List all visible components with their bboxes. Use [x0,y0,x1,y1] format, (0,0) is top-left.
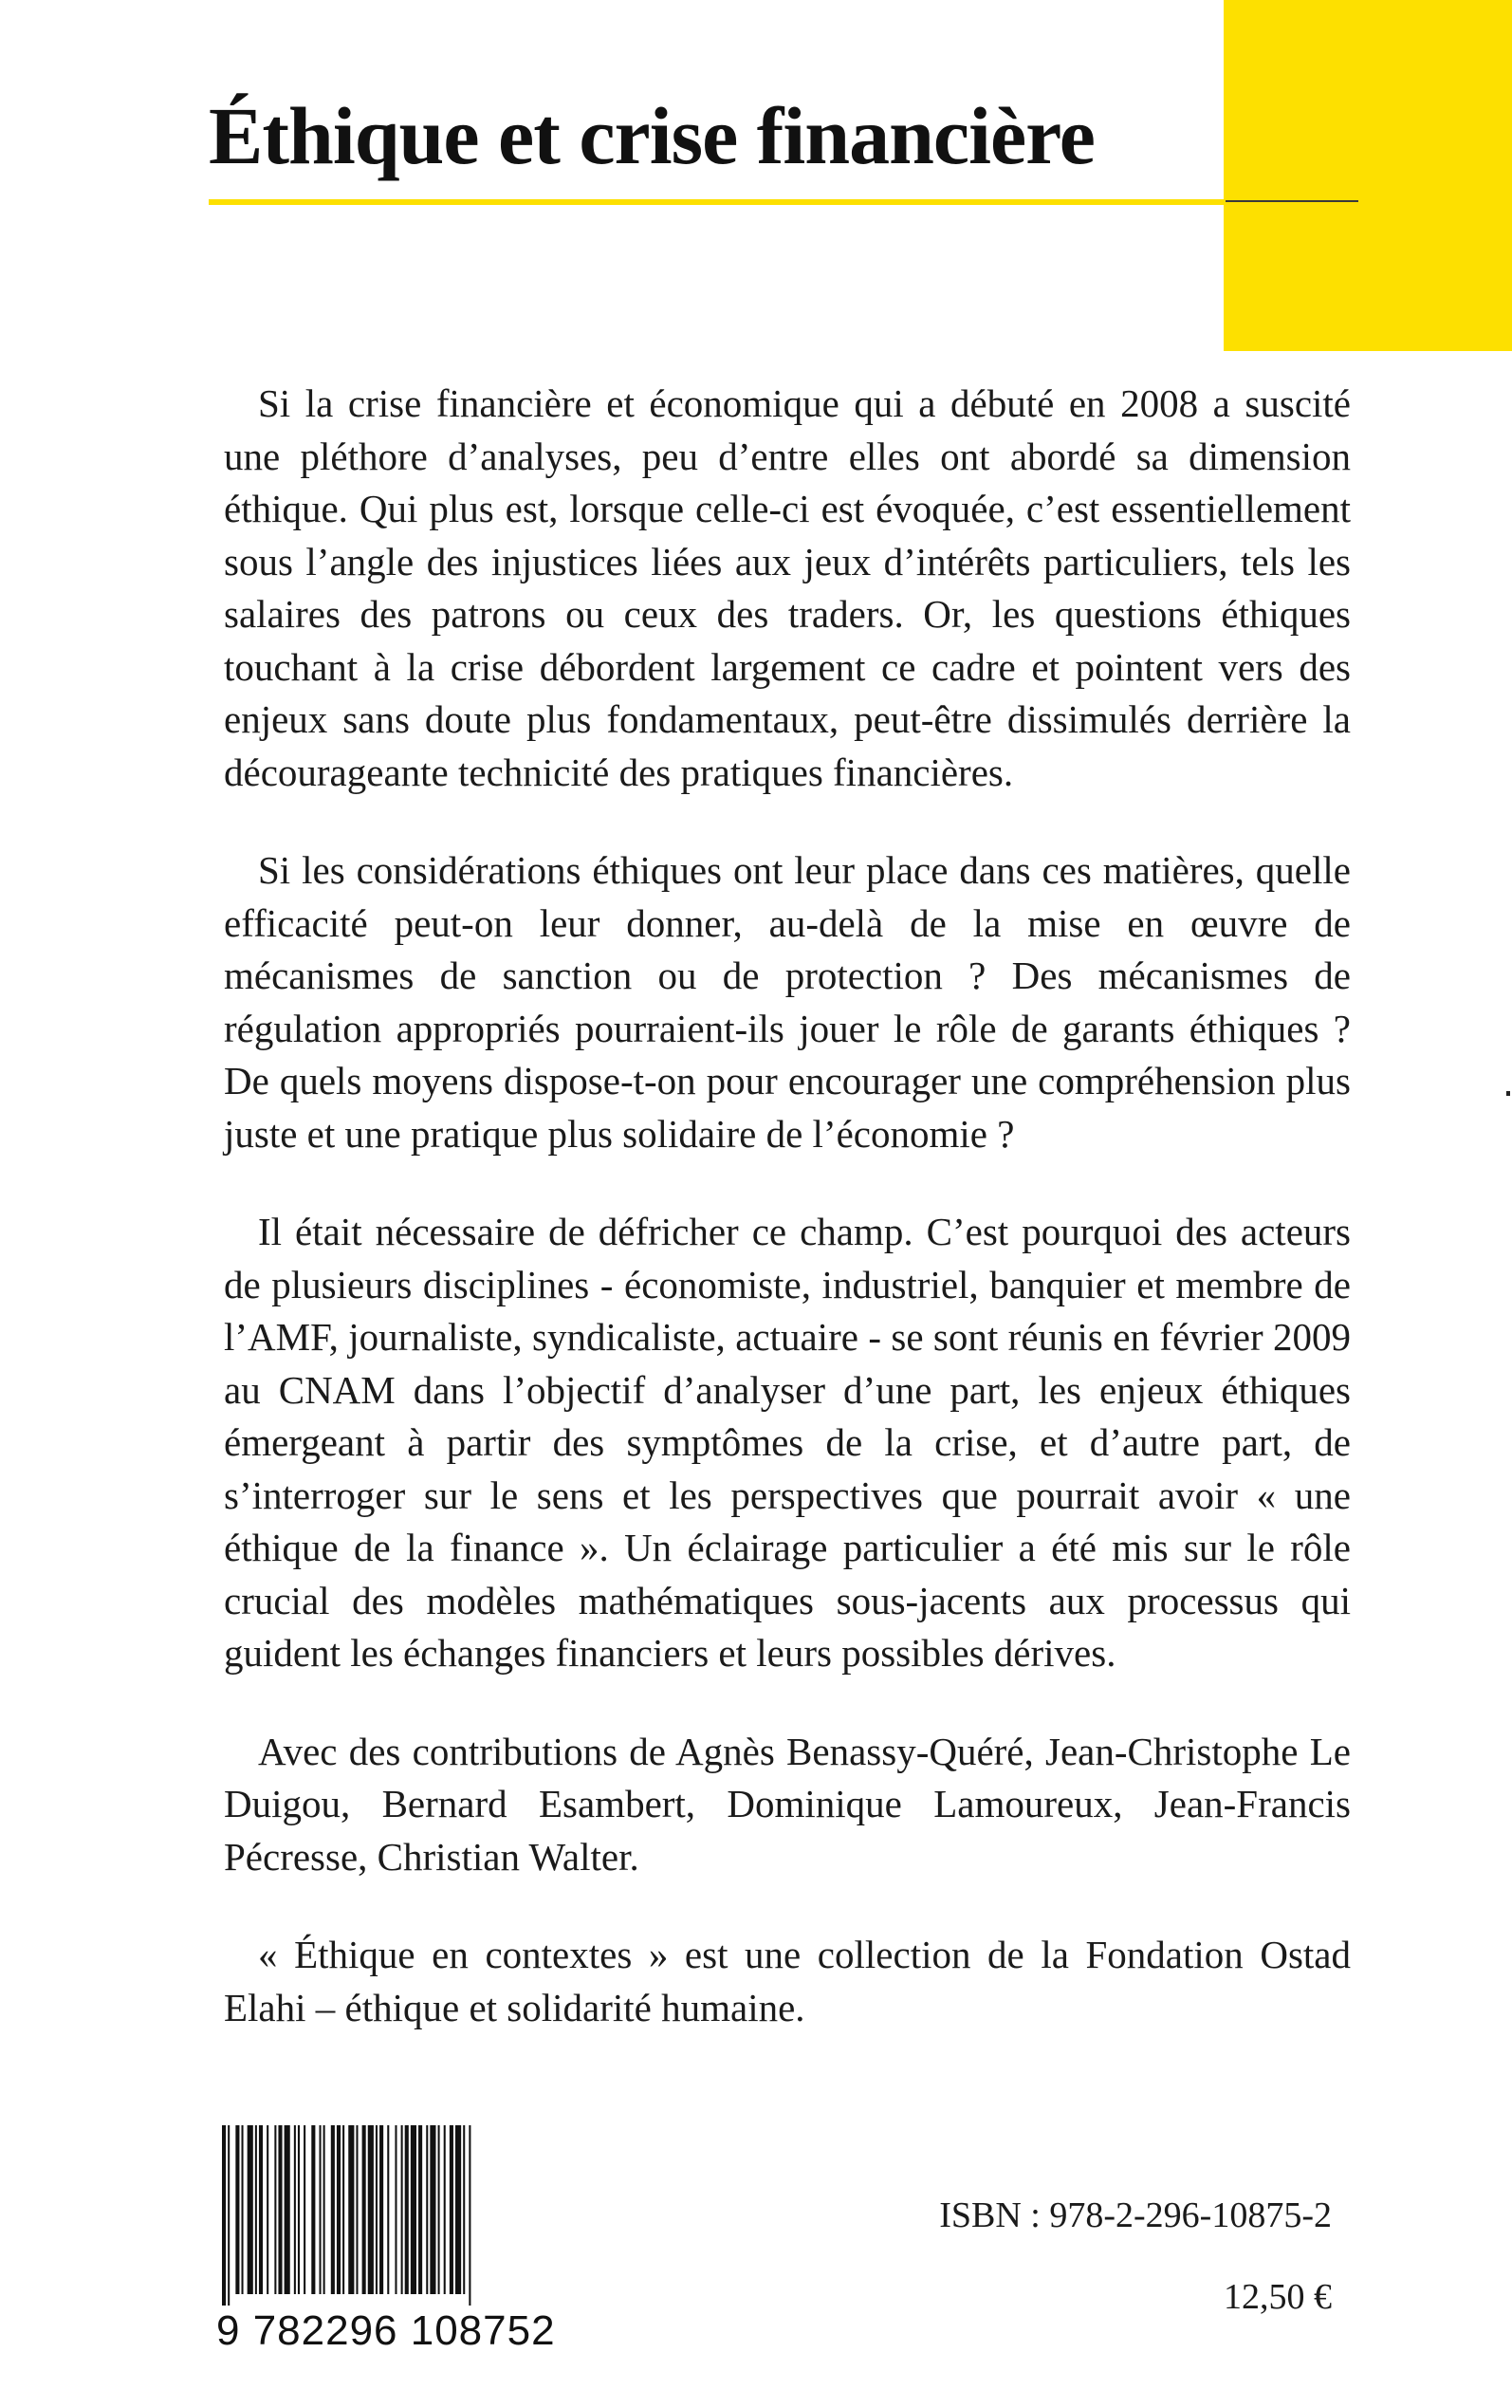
title-underline-dark [1226,200,1358,202]
paragraph-intro: Si la crise financière et économique qui a débuté en 2008 a suscité une pléthore d’analyses, peu d’entre elles ont abordé sa dimension éthique. Qui plus est, lorsque celle-ci est évoquée, c’est essentiellement sous l’angle des injustices liées aux jeux d’intérêts particuliers, tels les salaires des patrons ou ceux des traders. Or, les questions éthiques touchant à la crise débordent largement ce cadre et pointent vers des enjeux sans doute plus fondamentaux, peut-être dissimulés derrière la décourageante technicité des pratiques financières. [224,381,1351,794]
barcode-bar [368,2125,374,2294]
book-title: Éthique et crise financière [209,90,1095,181]
price-label: 12,50 € [1224,2277,1332,2317]
barcode-bar [304,2125,305,2294]
barcode-bar [235,2125,239,2294]
barcode-bar [337,2125,341,2294]
barcode-bar [376,2125,378,2294]
barcode-bar [450,2125,453,2294]
barcode-bar [255,2125,257,2294]
barcode-bar [463,2125,465,2294]
paragraph-collection: « Éthique en contextes » est une collection de la Fondation Ostad Elahi – éthique et solidarité humaine. [224,1933,1351,2029]
barcode-bar [395,2125,396,2294]
barcode-bar [274,2125,276,2294]
paragraph-context: Il était nécessaire de défricher ce champ. C’est pourquoi des acteurs de plusieurs disciplines - économiste, industriel, banquier et membre de l’AMF, journaliste, syndicaliste, actuaire - se sont réunis en février 2009 au CNAM dans l’objectif d’analyser d’une part, les enjeux éthiques émergeant à partir des symptômes de la crise, et d’autre part, de s’interroger sur le sens et les perspectives que pourrait avoir « une éthique de la finance ». Un éclairage particulier a été mis sur le rôle crucial des modèles mathématiques sous-jacents aux processus qui guident les échanges financiers et leurs possibles dérives. [224,1210,1351,1675]
barcode-bar [285,2125,290,2294]
barcode-bar [248,2125,253,2294]
barcode-bar [362,2125,366,2294]
barcode-icon [218,2125,617,2306]
barcode-bar [379,2125,383,2294]
barcode-bar [455,2125,461,2294]
barcode-bar [294,2125,296,2294]
barcode-bar [278,2125,282,2294]
paragraph-contributors: Avec des contributions de Agnès Benassy-Quéré, Jean-Christophe Le Duigou, Bernard Esambert, Dominique Lamoureux, Jean-Francis Pécresse, Christian Walter. [224,1729,1351,1879]
barcode-number: 9 782296 108752 [216,2307,556,2354]
edge-mark [1506,1091,1510,1096]
isbn-label: ISBN : 978-2-296-10875-2 [939,2195,1332,2235]
barcode-bar [242,2125,244,2294]
barcode-bar [259,2125,263,2294]
barcode-bar [356,2125,358,2294]
barcode-bar [228,2125,230,2306]
barcode-bar [320,2125,322,2294]
barcode-bar [418,2125,422,2294]
barcode-bar [426,2125,428,2294]
barcode-bar [323,2125,325,2294]
barcode-bar [444,2125,446,2294]
barcode-bar [411,2125,416,2294]
barcode-bar [348,2125,354,2294]
barcode-bar [469,2125,470,2306]
barcode-bar [438,2125,440,2294]
barcode-bar [222,2125,226,2306]
barcode-bar [267,2125,268,2294]
barcode-bar [311,2125,315,2294]
yellow-accent-block [1224,0,1512,351]
barcode-bar [405,2125,409,2294]
back-cover-text [224,378,1351,2080]
barcode-bar [401,2125,403,2294]
paragraph-questions: Si les considérations éthiques ont leur place dans ces matières, quelle efficacité peut-on leur donner, au-delà de la mise en œuvre de mécanismes de sanction ou de protection ? Des mécanismes de régulation appropriés pourraient-ils jouer le rôle de garants éthiques ? De quels moyens dispose-t-on pour encourager une compréhension plus juste et une pratique plus solidaire de l’économie ? [224,848,1351,1156]
barcode-bar [342,2125,344,2294]
barcode-bar [331,2125,335,2294]
barcode-bar [387,2125,389,2294]
title-underline [209,199,1226,205]
barcode-bar [430,2125,435,2294]
barcode-bar [298,2125,300,2294]
